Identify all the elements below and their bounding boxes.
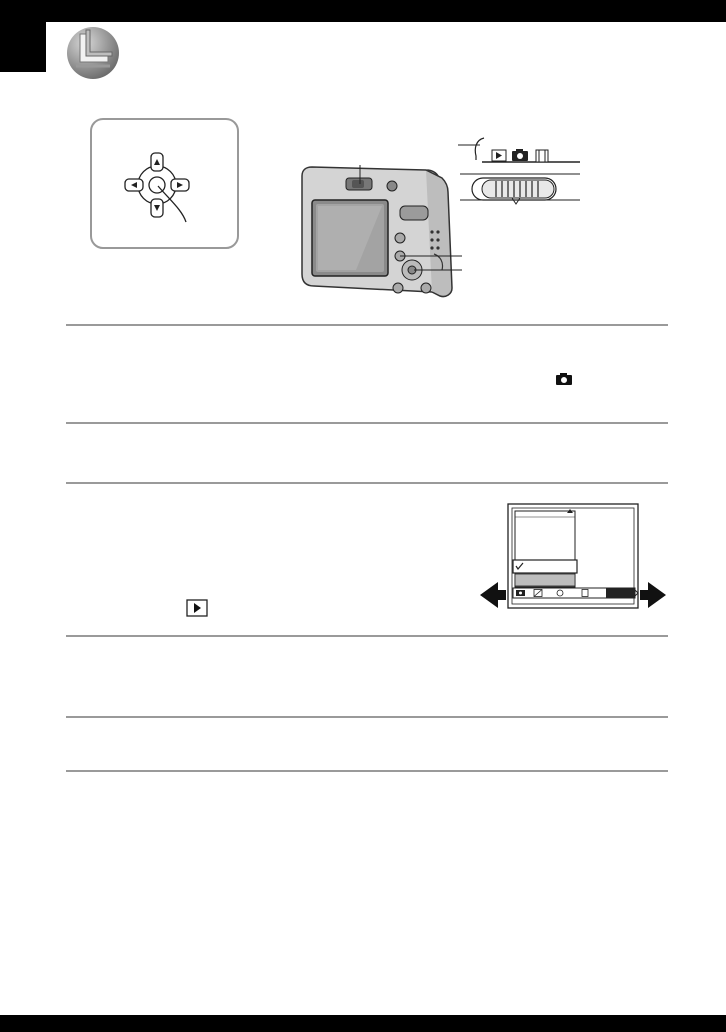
section-divider [66,770,668,772]
still-camera-icon [516,590,525,596]
still-camera-mode-icon [555,372,573,386]
header-tab [0,22,46,72]
settings-tab-icon [66,26,120,80]
section-divider [66,716,668,718]
section-divider [66,422,668,424]
movie-icon [536,150,548,162]
right-arrow-icon [640,582,666,608]
section-divider [66,482,668,484]
playback-button-icon [186,599,208,617]
footer-bar [0,1015,726,1032]
mode-switch-illustration [456,136,586,208]
left-arrow-icon [480,582,506,608]
section-divider [66,324,668,326]
section-divider [66,635,668,637]
lcd-menu-illustration [478,502,668,614]
flash-icon [582,590,588,597]
still-camera-icon [512,149,528,161]
control-button-diagram [90,118,240,250]
playback-icon [492,150,506,161]
header-bar [0,0,726,22]
timer-icon [557,590,563,596]
